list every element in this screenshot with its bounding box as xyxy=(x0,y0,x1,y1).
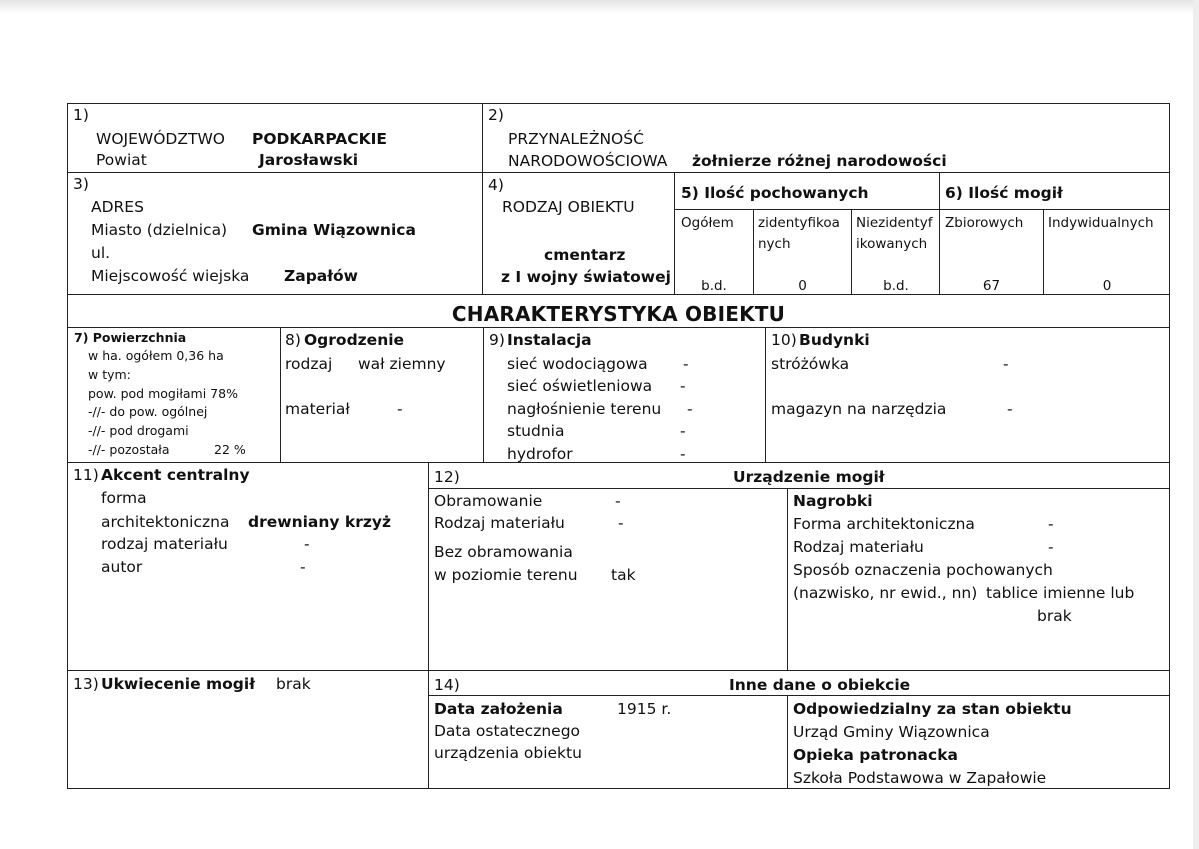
s14-data-label: Data założenia xyxy=(434,700,563,718)
s5-v-zid: 0 xyxy=(798,278,807,294)
s12-sposob: Sposób oznaczenia pochowanych xyxy=(793,561,1053,579)
s12-rm: Rodzaj materiału xyxy=(793,538,924,556)
scan-edge xyxy=(1193,0,1199,849)
s14-ost2: urządzenia obiektu xyxy=(434,744,582,762)
s9-dash-4: - xyxy=(680,422,686,440)
s4-label: RODZAJ OBIEKTU xyxy=(502,198,635,216)
s11-rodzaj-value: - xyxy=(304,535,310,553)
s14-urzad: Urząd Gminy Wiązownica xyxy=(793,723,990,741)
s12-forma: Forma architektoniczna xyxy=(793,515,975,533)
s11-autor: autor xyxy=(101,558,143,576)
s8-material: materiał xyxy=(285,400,350,418)
s7-l5: -//- pod drogami xyxy=(88,423,189,438)
s11-autor-value: - xyxy=(300,558,306,576)
s9-item-4: studnia xyxy=(507,422,565,440)
s14-szkola: Szkoła Podstawowa w Zapałowie xyxy=(793,769,1047,787)
s8-rodzaj-value: wał ziemny xyxy=(358,355,446,373)
s3-num: 3) xyxy=(73,175,89,193)
s2-value: żołnierze różnej narodowości xyxy=(692,152,947,170)
s4-value2: z I wojny światowej xyxy=(501,268,671,286)
s12-split-line xyxy=(787,488,788,671)
s5-title: 5) Ilość pochowanych xyxy=(681,184,869,202)
s12-bez2: w poziomie terenu xyxy=(434,566,578,584)
s4-value1: cmentarz xyxy=(544,246,626,264)
s10-dash-1: - xyxy=(1003,355,1009,373)
s14-header-line xyxy=(428,695,1170,696)
s6-title: 6) Ilość mogił xyxy=(945,184,1063,202)
s2-num: 2) xyxy=(488,106,504,124)
characteristics-title: CHARAKTERYSTYKA OBIEKTU xyxy=(451,302,786,326)
s5-ogolem: Ogółem xyxy=(681,215,734,231)
miejsc-label: Miejscowość wiejska xyxy=(91,267,250,285)
s2-label1: PRZYNALEŻNOŚĆ xyxy=(508,130,644,148)
s7-l1: w ha. ogółem 0,36 ha xyxy=(88,348,224,363)
s9-num: 9) xyxy=(489,331,505,349)
s5-v-nie: b.d. xyxy=(883,278,909,294)
s12-bez-value: tak xyxy=(611,566,636,584)
s12-rodzaj-dash: - xyxy=(618,514,624,532)
s6-v-zb: 67 xyxy=(982,278,1001,294)
s12-nagrobki: Nagrobki xyxy=(793,492,873,510)
s7-l2: w tym: xyxy=(88,367,131,382)
s5-zid2: nych xyxy=(758,236,791,252)
s7-l3: pow. pod mogiłami 78% xyxy=(88,386,238,401)
s14-num: 14) xyxy=(434,676,460,694)
s12-title: Urządzenie mogił xyxy=(733,468,885,486)
s9-item-3: nagłośnienie terenu xyxy=(507,400,662,418)
s9-dash-5: - xyxy=(680,445,686,463)
s5-nie1: Niezidentyf xyxy=(856,215,933,231)
powiat-label: Powiat xyxy=(96,151,147,169)
s11-title: Akcent centralny xyxy=(101,466,250,484)
s9-title: Instalacja xyxy=(507,331,592,349)
s10-title: Budynki xyxy=(799,331,870,349)
s9-item-1: sieć wodociągowa xyxy=(507,355,648,373)
miejsc-value: Zapałów xyxy=(284,267,358,285)
woj-value: PODKARPACKIE xyxy=(252,130,388,148)
adres-label: ADRES xyxy=(91,198,144,216)
s12-rm-dash: - xyxy=(1048,538,1054,556)
s12-obram-dash: - xyxy=(615,492,621,510)
s6-ind: Indywidualnych xyxy=(1048,215,1154,231)
s12-nazw: (nazwisko, nr ewid., nn) xyxy=(793,584,978,602)
s8-num: 8) xyxy=(285,331,301,349)
s9-item-5: hydrofor xyxy=(507,445,573,463)
miasto-label: Miasto (dzielnica) xyxy=(91,221,228,239)
s10-item-2: magazyn na narzędzia xyxy=(771,400,947,418)
s11-num: 11) xyxy=(73,466,99,484)
s11-rodzaj: rodzaj materiału xyxy=(101,535,228,553)
s10-item-1: stróżówka xyxy=(771,355,850,373)
s10-dash-2: - xyxy=(1007,400,1013,418)
s12-brak: brak xyxy=(1037,607,1072,625)
miasto-value: Gmina Wiązownica xyxy=(252,221,416,239)
s12-tablice: tablice imienne lub xyxy=(986,584,1135,602)
s13-value: brak xyxy=(276,675,311,693)
s12-forma-dash: - xyxy=(1048,515,1054,533)
scan-shadow xyxy=(0,0,1199,14)
s6-zb: Zbiorowych xyxy=(945,215,1024,231)
s12-num: 12) xyxy=(434,468,460,486)
s8-material-value: - xyxy=(397,400,403,418)
s4-num: 4) xyxy=(488,176,504,194)
s11-arch-value: drewniany krzyż xyxy=(248,513,392,531)
s9-dash-3: - xyxy=(687,400,693,418)
s13-title: Ukwiecenie mogił xyxy=(101,675,255,693)
s14-data-value: 1915 r. xyxy=(617,700,672,718)
s12-obram: Obramowanie xyxy=(434,492,543,510)
s14-opieka: Opieka patronacka xyxy=(793,746,958,764)
s5-header-line xyxy=(674,209,1170,210)
s13-num: 13) xyxy=(73,675,99,693)
s5-nie2: ikowanych xyxy=(856,236,928,252)
s7-l6: -//- pozostała xyxy=(88,442,170,457)
s7-l6-value: 22 % xyxy=(214,442,246,457)
powiat-value: Jarosławski xyxy=(259,151,359,169)
s12-bez1: Bez obramowania xyxy=(434,543,573,561)
s9-dash-2: - xyxy=(680,377,686,395)
s8-rodzaj: rodzaj xyxy=(285,355,333,373)
s14-ost1: Data ostatecznego xyxy=(434,722,581,740)
s12-rodzaj: Rodzaj materiału xyxy=(434,514,565,532)
s9-item-2: sieć oświetleniowa xyxy=(507,377,653,395)
s14-title: Inne dane o obiekcie xyxy=(729,676,911,694)
s7-title: 7) Powierzchnia xyxy=(74,330,187,345)
s14-split-line xyxy=(787,695,788,789)
s10-num: 10) xyxy=(771,331,797,349)
ul-label: ul. xyxy=(91,244,111,262)
s9-dash-1: - xyxy=(683,355,689,373)
s7-l4: -//- do pow. ogólnej xyxy=(88,404,208,419)
s5-zid1: zidentyfikoa xyxy=(758,215,840,231)
s6-v-ind: 0 xyxy=(1102,278,1112,294)
s12-header-line xyxy=(428,488,1170,489)
s5-v-ogolem: b.d. xyxy=(701,278,727,294)
s11-arch: architektoniczna xyxy=(101,513,230,531)
s14-odp: Odpowiedzialny za stan obiektu xyxy=(793,700,1072,718)
woj-label: WOJEWÓDZTWO xyxy=(96,130,225,148)
s8-title: Ogrodzenie xyxy=(304,331,405,349)
s1-num: 1) xyxy=(73,106,89,124)
s11-forma: forma xyxy=(101,489,147,507)
s2-label2: NARODOWOŚCIOWA xyxy=(508,152,668,170)
